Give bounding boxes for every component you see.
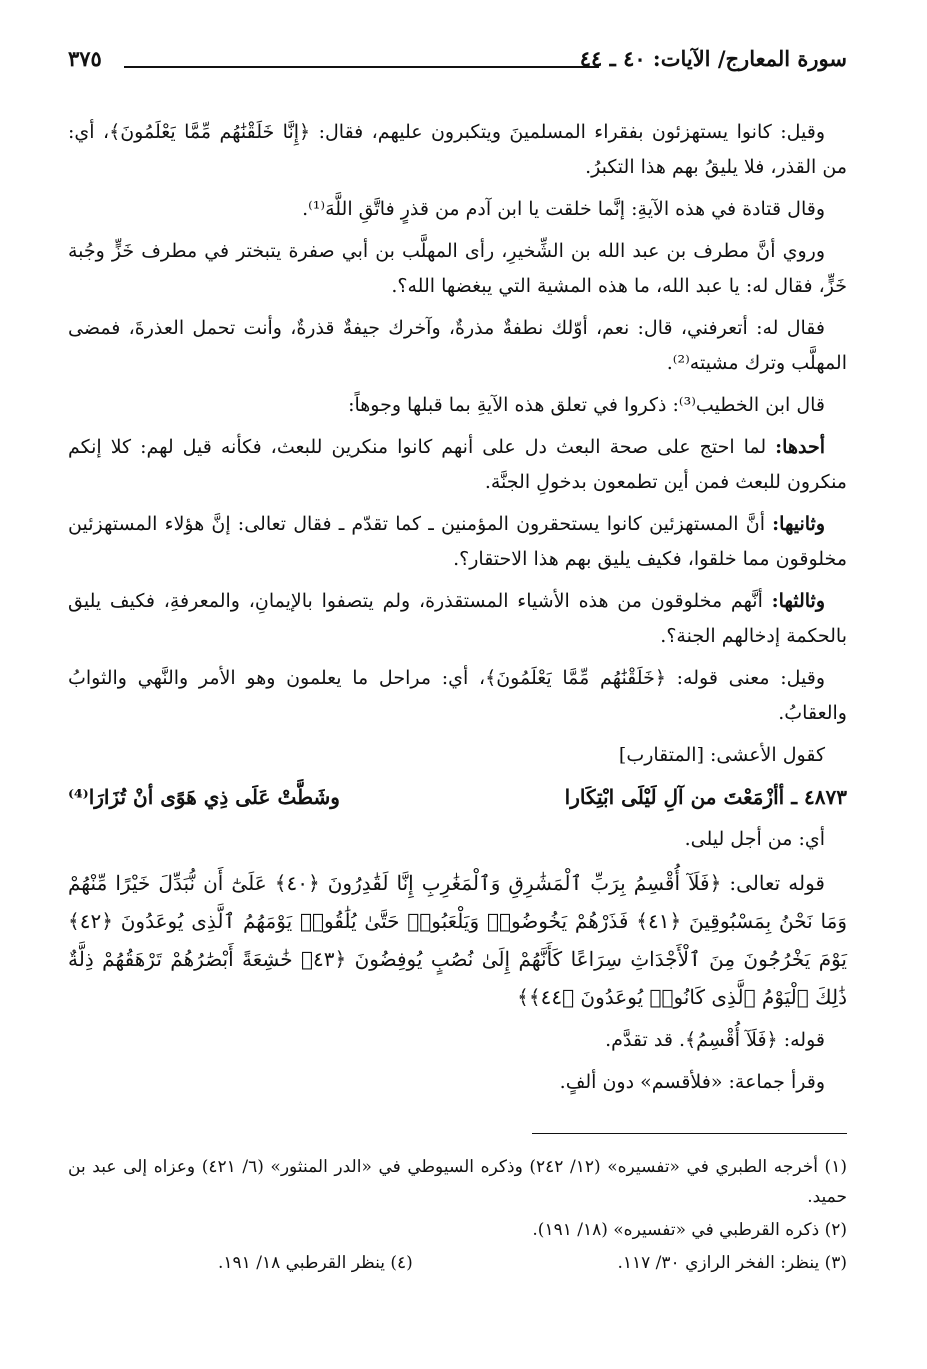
footnotes <box>68 1152 847 1281</box>
paragraph: وروي أنَّ مطرف بن عبد الله بن الشِّخيرِ، رأى المهلَّب بن أبي صفرة يتبختر في مطرف خَزٍّ وجُبة خَزٍّ، فقال له: يا عبد الله، ما هذه المشية التي يبغضها الله؟. <box>68 240 847 297</box>
paragraph: فقال له: أتعرفني، قال: نعم، أوّلك نطفةٌ مذرةٌ، وآخرك جيفةٌ قذرةٌ، وأنت تحمل العذرةَ، فمضى المهلَّب وترك مشيته⁽²⁾. <box>68 317 847 374</box>
book-page <box>68 40 847 1340</box>
header-rule <box>124 66 599 68</box>
footnote: (٣) ينظر: الفخر الرازي ٣٠/ ١١٧. <box>617 1253 847 1273</box>
footnote-row <box>68 1248 847 1278</box>
point-text: أنَّهم مخلوقون من هذه الأشياء المستقذرة، ولم يتصفوا بالإيمانِ، والمعرفةِ، فكيف يليق بالحكمة إدخالهم الجنة؟. <box>68 590 847 647</box>
footnote-separator <box>532 1133 847 1134</box>
paragraph: كقول الأعشى: [المتقارب] <box>618 744 825 766</box>
quran-passage: قوله تعالى: ﴿فَلَآ أُقْسِمُ بِرَبِّ ٱلْمَشَٰرِقِ وَٱلْمَغَٰرِبِ إِنَّا لَقَٰدِرُونَ ﴿٤٠﴾ عَلَىٰٓ أَن نُّبَدِّلَ خَيْرًا مِّنْهُمْ وَمَا نَحْنُ بِمَسْبُوقِينَ ﴿٤١﴾ فَذَرْهُمْ يَخُوضُوا۟ وَيَلْعَبُوا۟ حَتَّىٰ يُلَٰقُوا۟ يَوْمَهُمُ ٱلَّذِى يُوعَدُونَ ﴿٤٢﴾ يَوْمَ يَخْرُجُونَ مِنَ ٱلْأَجْدَاثِ سِرَاعًا كَأَنَّهُمْ إِلَىٰ نُصُبٍ يُوفِضُونَ ﴿٤٣﴾ خَٰشِعَةً أَبْصَٰرُهُمْ تَرْهَقُهُمْ ذِلَّةٌ ذَٰلِكَ ٱلْيَوْمُ ٱلَّذِى كَانُوا۟ يُوعَدُونَ ﴿٤٤﴾﴾ <box>68 871 847 1009</box>
paragraph: قوله: ﴿فَلَآ أُقْسِمُ﴾. قد تقدَّم. <box>605 1029 825 1051</box>
poem-first-hemistich: ٤٨٧٣ ـ أأزْمَعْتَ من آلِ لَيْلَى ابْتِكَارا <box>564 785 847 809</box>
point-paragraph <box>68 584 847 654</box>
running-title: سورة المعارج/ الآيات: ٤٠ ـ ٤٤ <box>579 46 847 71</box>
paragraph: وقرأ جماعة: «فلأقسم» دون ألفٍ. <box>559 1071 825 1093</box>
main-text <box>68 115 847 1107</box>
paragraph: وقيل: كانوا يستهزئون بفقراء المسلمينَ ويتكبرون عليهم، فقال: ﴿إِنَّا خَلَقْنَٰهُم مِّمَّا يَعْلَمُونَ﴾، أي: من القذر، فلا يليقُ بهم هذا التكبرُ. <box>68 121 847 178</box>
point-paragraph <box>68 507 847 577</box>
point-text: لما احتج على صحة البعث دل على أنهم كانوا منكرين للبعث، فكأنه قيل لهم: كلا إنكم منكرون للبعث فمن أين تطمعون بدخولِ الجنَّة. <box>68 436 847 493</box>
point-text: أنَّ المستهزئين كانوا يستحقرون المؤمنين ـ كما تقدّم ـ فقال تعالى: إنَّ هؤلاء المستهزئين مخلوقون مما خلقوا، فكيف يليق بهم هذا الاحتقار؟. <box>68 513 847 570</box>
paragraph: قال ابن الخطيب⁽³⁾: ذكروا في تعلق هذه الآيةِ بما قبلها وجوهاً: <box>348 394 825 416</box>
footnote: (٤) ينظر القرطبي ١٨/ ١٩١. <box>218 1253 413 1273</box>
paragraph: وقال قتادة في هذه الآيةِ: إنَّما خلقت يا ابن آدم من قذرٍ فاتَّقِ اللَّهَ⁽¹⁾. <box>302 198 825 220</box>
footnote: (٢) ذكره القرطبي في «تفسيره» (١٨/ ١٩١). <box>532 1220 847 1240</box>
point-lead: وثانيها: <box>772 513 825 535</box>
point-paragraph <box>68 430 847 500</box>
poem-second-hemistich: وشَطَّتْ عَلَى ذِي هَوًى أنْ تُزَارَا⁽⁴⁾ <box>68 785 340 809</box>
page-header <box>68 40 847 80</box>
page-number: ٣٧٥ <box>68 46 102 71</box>
point-lead: أحدها: <box>775 436 825 458</box>
paragraph: وقيل: معنى قوله: ﴿خَلَقْنَٰهُم مِّمَّا يَعْلَمُونَ﴾، أي: مراحل ما يعلمون وهو الأمر والنَّهي والثوابُ والعقابُ. <box>68 667 847 724</box>
footnote: (١) أخرجه الطبري في «تفسيره» (١٢/ ٢٤٢) وذكره السيوطي في «الدر المنثور» (٦/ ٤٢١) وعزاه إلى عبد بن حميد. <box>68 1157 847 1207</box>
paragraph: أي: من أجل ليلى. <box>684 828 825 850</box>
poem-verse <box>68 780 847 815</box>
point-lead: وثالثها: <box>771 590 825 612</box>
